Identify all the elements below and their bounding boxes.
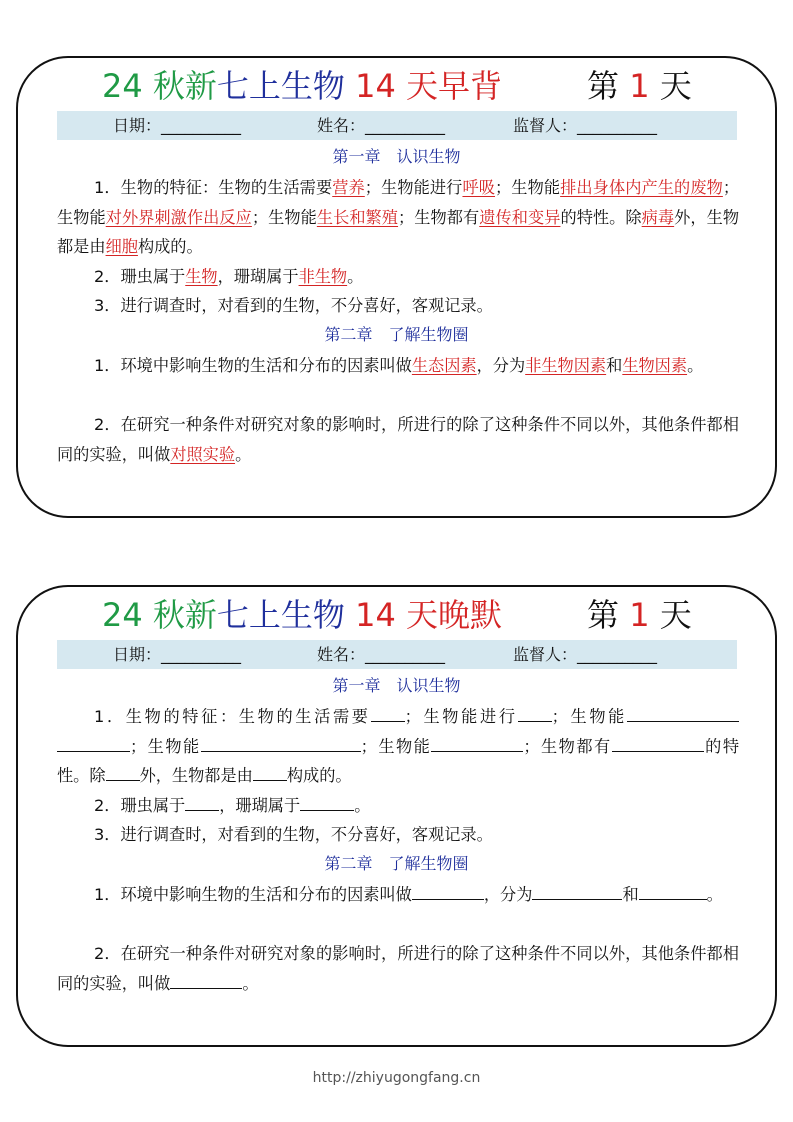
- fill-blank[interactable]: [412, 883, 484, 900]
- title-part-plan: 14 天早背: [355, 67, 502, 105]
- chapter-heading-1: 第一章 认识生物: [332, 147, 461, 166]
- info-bar: [57, 640, 737, 669]
- chapter-heading-1: 第一章 认识生物: [332, 676, 461, 695]
- fill-blank[interactable]: [612, 735, 704, 752]
- paragraph-controlled-experiment: 2．在研究一种条件对研究对象的影响时，所进行的除了这种条件不同以外，其他条件都相同的实验，叫做对照实验。: [57, 415, 739, 464]
- paragraph-life-features: 1．生物的特征：生物的生活需要营养；生物能进行呼吸；生物能排出身体内产生的废物；生物能对外界刺激作出反应；生物能生长和繁殖；生物都有遗传和变异的特性。除病毒外，生物都是由细胞构成的。: [57, 178, 740, 256]
- answer: 呼吸: [462, 178, 496, 197]
- fill-blank[interactable]: [201, 735, 361, 752]
- paragraph-coral: 2．珊虫属于 ，珊瑚属于 。: [94, 796, 371, 815]
- answer: 生物因素: [622, 356, 688, 375]
- fill-blank[interactable]: [253, 764, 287, 781]
- day-indicator: 第 1 天: [587, 596, 692, 634]
- fill-blank[interactable]: [532, 883, 622, 900]
- morning-recite-card: [16, 56, 777, 518]
- answer: 对照实验: [170, 444, 236, 464]
- fill-blank[interactable]: [639, 883, 673, 900]
- info-bar: [57, 111, 737, 140]
- paragraph-survey: 3．进行调查时，对看到的生物，不分喜好，客观记录。: [94, 825, 493, 844]
- fill-blank[interactable]: [673, 883, 707, 900]
- fill-blank[interactable]: [170, 972, 242, 989]
- paragraph-ecological-factors: 1．环境中影响生物的生活和分布的因素叫做生态因素，分为非生物因素和生物因素。: [94, 356, 704, 375]
- fill-blank[interactable]: [300, 794, 354, 811]
- answer: 非生物: [298, 267, 348, 286]
- title-part-subject: 七上生物: [216, 67, 345, 105]
- title-part-year: 24 秋新: [102, 596, 217, 634]
- fill-blank[interactable]: [627, 705, 739, 722]
- fill-blank[interactable]: [106, 764, 140, 781]
- answer: 病毒: [641, 207, 675, 227]
- title-part-plan: 14 天晚默: [355, 596, 502, 634]
- name-field: 姓名：__________: [317, 116, 446, 135]
- answer: 排出身体内产生的废物: [560, 178, 723, 197]
- answer: 细胞: [105, 237, 138, 256]
- date-field: 日期：__________: [113, 645, 242, 664]
- evening-card-title: [18, 593, 775, 637]
- chapter-heading-2: 第二章 了解生物圈: [324, 854, 469, 873]
- day-indicator: 第 1 天: [587, 67, 692, 105]
- fill-blank[interactable]: [518, 705, 552, 722]
- chapter-heading-2: 第二章 了解生物圈: [324, 325, 469, 344]
- footer-url[interactable]: http://zhiyugongfang.cn: [312, 1070, 481, 1086]
- morning-card-title: [18, 64, 775, 108]
- paragraph-controlled-experiment: 2．在研究一种条件对研究对象的影响时，所进行的除了这种条件不同以外，其他条件都相同的实验，叫做 。: [57, 944, 739, 993]
- day-number: 1: [629, 67, 650, 105]
- paragraph-coral: 2．珊虫属于生物，珊瑚属于非生物。: [94, 267, 364, 286]
- fill-blank[interactable]: [57, 735, 130, 752]
- title-part-year: 24 秋新: [102, 67, 217, 105]
- paragraph-ecological-factors: 1．环境中影响生物的生活和分布的因素叫做 ，分为 和 。: [94, 885, 723, 904]
- supervisor-field: 监督人：__________: [513, 116, 658, 135]
- answer: 生态因素: [411, 356, 477, 375]
- answer: 生长和繁殖: [316, 207, 399, 227]
- supervisor-field: 监督人：__________: [513, 645, 658, 664]
- answer: 遗传和变异: [479, 207, 561, 227]
- name-field: 姓名：__________: [317, 645, 446, 664]
- answer: 营养: [332, 178, 365, 197]
- fill-blank[interactable]: [431, 735, 523, 752]
- fill-blank[interactable]: [371, 705, 405, 722]
- day-number: 1: [629, 596, 650, 634]
- paragraph-life-features: 1．生物的特征：生物的生活需要 ；生物能进行 ；生物能；生物能 ；生物能 ；生物都有 的特性。除 外，生物都是由 构成的。: [57, 707, 740, 785]
- answer: 非生物因素: [525, 356, 607, 375]
- paragraph-survey: 3．进行调查时，对看到的生物，不分喜好，客观记录。: [94, 296, 493, 315]
- date-field: 日期：__________: [113, 116, 242, 135]
- evening-dictation-card: [16, 585, 777, 1047]
- answer: 对外界刺激作出反应: [105, 207, 252, 227]
- answer: 生物: [185, 267, 218, 286]
- fill-blank[interactable]: [185, 794, 219, 811]
- title-part-subject: 七上生物: [216, 596, 345, 634]
